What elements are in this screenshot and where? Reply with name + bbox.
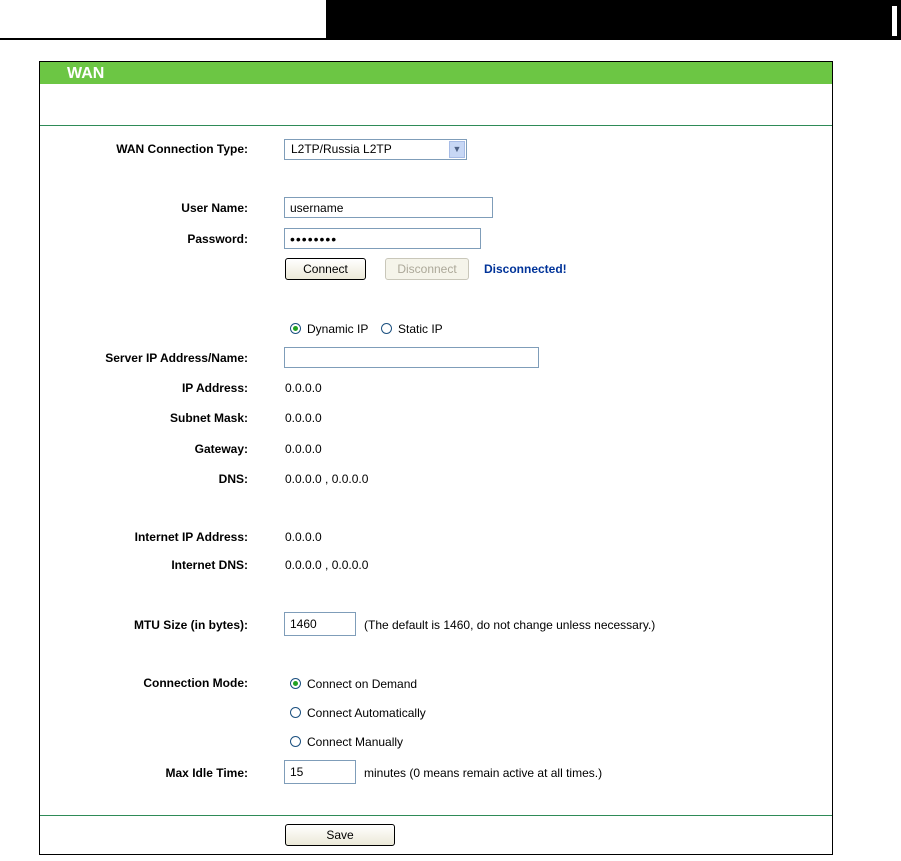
connect-automatically-option[interactable] — [290, 705, 426, 721]
wan-panel — [39, 61, 833, 855]
dns-label: DNS: — [218, 472, 248, 486]
subnet-mask-value: 0.0.0.0 — [285, 411, 322, 425]
radio-unchecked-icon[interactable] — [290, 707, 301, 718]
radio-checked-icon[interactable] — [290, 323, 301, 334]
gateway-label: Gateway: — [194, 442, 248, 456]
document-header-bar — [326, 0, 901, 40]
max-idle-time-note: minutes (0 means remain active at all times.) — [364, 766, 603, 780]
ip-address-value: 0.0.0.0 — [285, 381, 322, 395]
max-idle-time-input[interactable] — [284, 760, 356, 784]
subnet-mask-label: Subnet Mask: — [169, 411, 248, 425]
gateway-value: 0.0.0.0 — [285, 442, 322, 456]
server-ip-input[interactable] — [284, 347, 539, 368]
connect-button[interactable]: Connect — [285, 258, 366, 280]
connect-manually-label: Connect Manually — [307, 735, 404, 749]
panel-title-bar — [40, 62, 832, 84]
connection-status: Disconnected! — [484, 262, 567, 276]
internet-dns-label: Internet DNS: — [171, 558, 248, 572]
connect-on-demand-label: Connect on Demand — [307, 677, 418, 691]
password-input[interactable] — [284, 228, 481, 249]
mtu-label: MTU Size (in bytes): — [133, 618, 248, 632]
wan-connection-type-select[interactable] — [284, 139, 467, 160]
mtu-note: (The default is 1460, do not change unless necessary.) — [364, 618, 656, 632]
static-ip-label: Static IP — [398, 322, 443, 336]
static-ip-option[interactable] — [381, 321, 443, 337]
password-label: Password: — [187, 232, 248, 246]
bottom-divider — [40, 815, 832, 816]
connect-automatically-label: Connect Automatically — [307, 706, 426, 720]
wan-connection-type-label: WAN Connection Type: — [116, 142, 248, 156]
header-edge-mark — [892, 6, 897, 36]
radio-unchecked-icon[interactable] — [381, 323, 392, 334]
dynamic-ip-label: Dynamic IP — [307, 322, 369, 336]
mtu-input[interactable] — [284, 612, 356, 636]
dns-value: 0.0.0.0 , 0.0.0.0 — [285, 472, 369, 486]
user-name-label: User Name: — [181, 201, 248, 215]
radio-checked-icon[interactable] — [290, 678, 301, 689]
document-header-left — [0, 0, 326, 40]
wan-connection-type-value: L2TP/Russia L2TP — [291, 142, 392, 156]
internet-ip-value: 0.0.0.0 — [285, 530, 322, 544]
panel-title: WAN — [67, 65, 105, 82]
user-name-input[interactable] — [284, 197, 493, 218]
connect-on-demand-option[interactable] — [290, 676, 417, 692]
top-divider — [40, 125, 832, 126]
internet-ip-label: Internet IP Address: — [134, 530, 248, 544]
radio-unchecked-icon[interactable] — [290, 736, 301, 747]
server-ip-label: Server IP Address/Name: — [105, 351, 248, 365]
max-idle-time-label: Max Idle Time: — [165, 766, 248, 780]
connection-mode-label: Connection Mode: — [143, 676, 248, 690]
dynamic-ip-option[interactable] — [290, 321, 368, 337]
disconnect-button[interactable]: Disconnect — [385, 258, 469, 280]
connect-manually-option[interactable] — [290, 734, 403, 750]
ip-address-label: IP Address: — [181, 381, 248, 395]
chevron-down-icon[interactable]: ▼ — [449, 141, 465, 158]
internet-dns-value: 0.0.0.0 , 0.0.0.0 — [285, 558, 369, 572]
save-button[interactable]: Save — [285, 824, 395, 846]
